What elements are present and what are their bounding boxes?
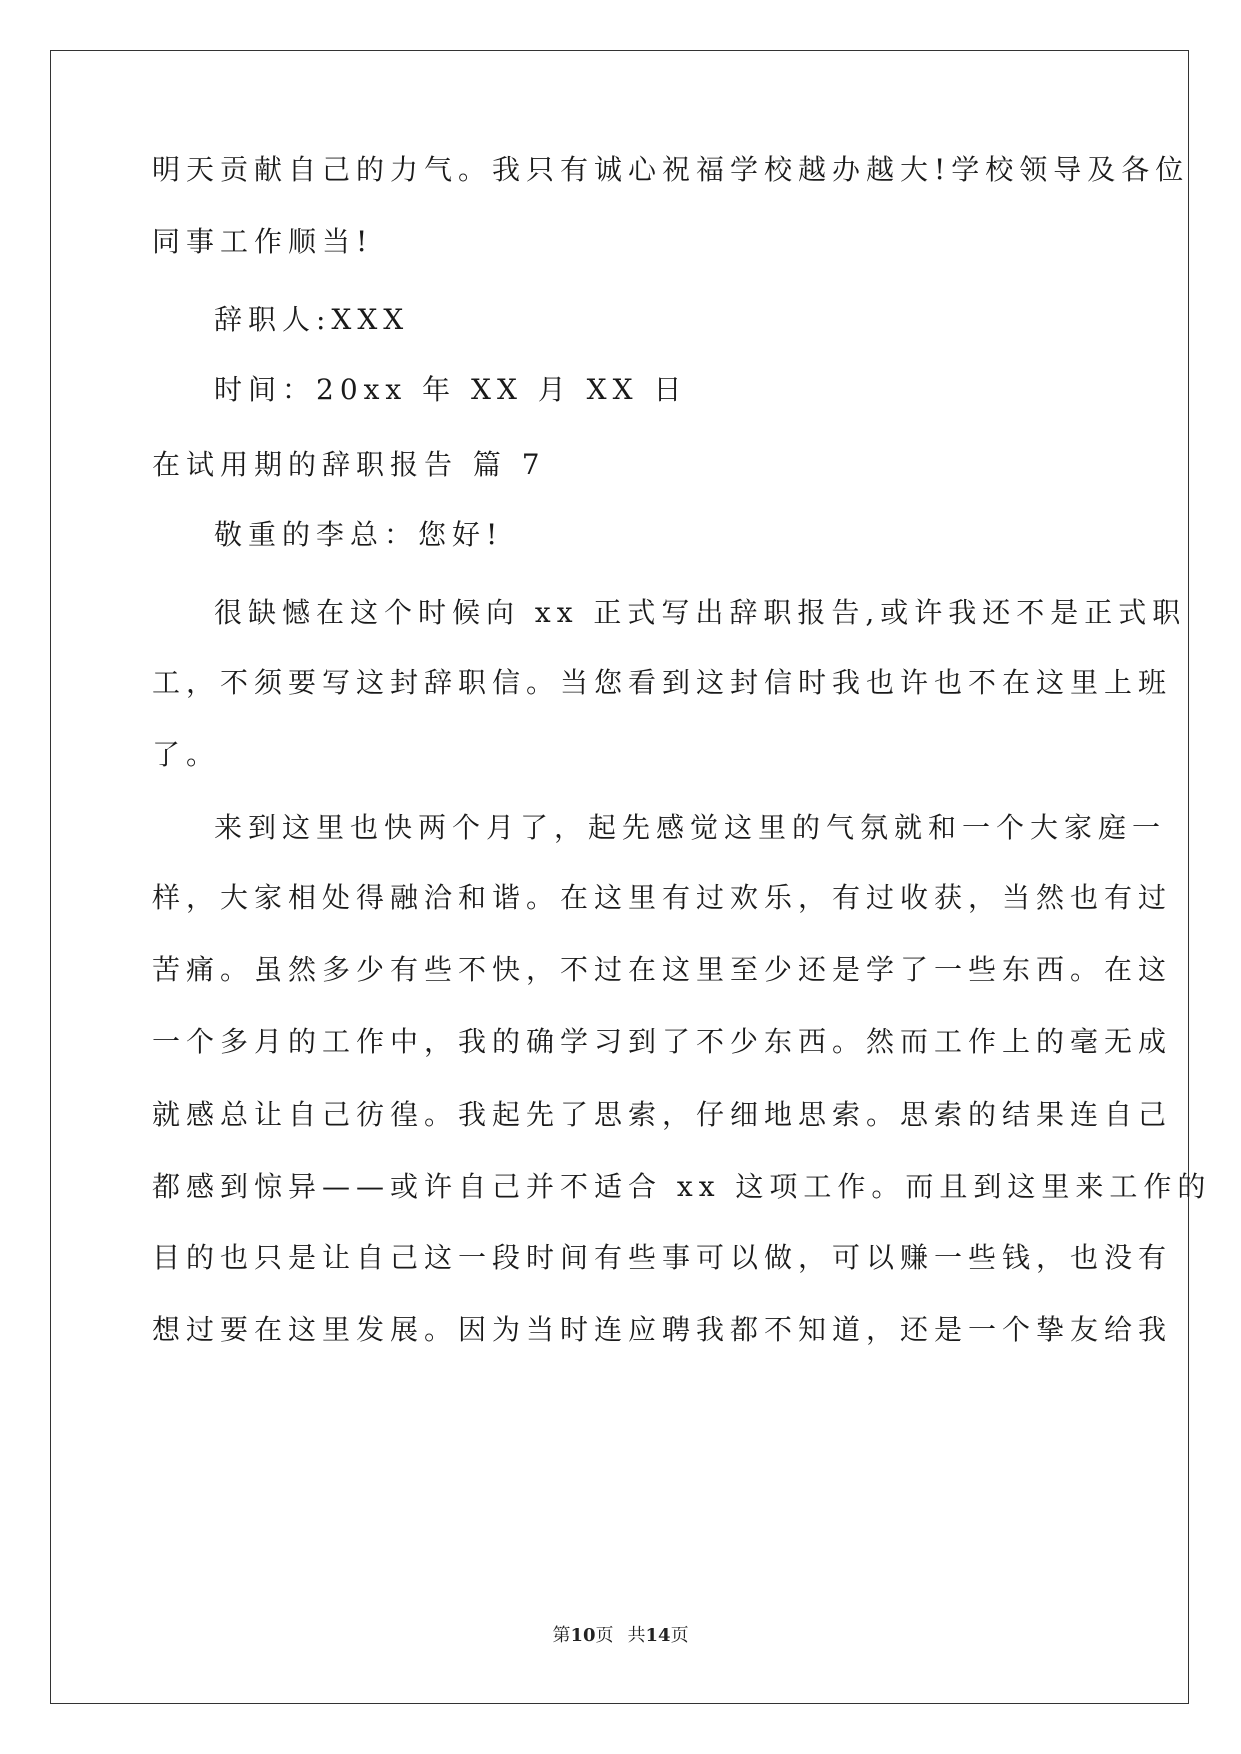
paragraph-line: 都感到惊异——或许自己并不适合 xx 这项工作。而且到这里来工作的 [152, 1170, 1212, 1203]
paragraph-line: 来到这里也快两个月了，起先感觉这里的气氛就和一个大家庭一 [214, 811, 1167, 844]
total-pages: 14 [645, 1625, 671, 1646]
paragraph-line: 明天贡献自己的力气。我只有诚心祝福学校越办越大!学校领导及各位 [152, 153, 1190, 186]
paragraph-line: 想过要在这里发展。因为当时连应聘我都不知道，还是一个挚友给我 [152, 1313, 1173, 1346]
page-prefix: 第 [552, 1625, 571, 1646]
section-heading: 在试用期的辞职报告 篇 7 [152, 448, 546, 481]
paragraph-line: 目的也只是让自己这一段时间有些事可以做，可以赚一些钱，也没有 [152, 1241, 1173, 1274]
paragraph-line: 就感总让自己彷徨。我起先了思索，仔细地思索。思索的结果连自己 [152, 1098, 1173, 1131]
paragraph-line: 样，大家相处得融洽和谐。在这里有过欢乐，有过收获，当然也有过 [152, 881, 1173, 914]
date-line: 时间：20xx 年 XX 月 XX 日 [214, 373, 688, 406]
paragraph-line: 了。 [152, 738, 221, 771]
paragraph-line: 一个多月的工作中，我的确学习到了不少东西。然而工作上的毫无成 [152, 1025, 1173, 1058]
paragraph-line: 苦痛。虽然多少有些不快，不过在这里至少还是学了一些东西。在这 [152, 953, 1173, 986]
page-number: 10 [570, 1625, 596, 1646]
total-prefix: 共 [627, 1625, 646, 1646]
page-suffix: 页 [595, 1625, 614, 1646]
page-footer [0, 1624, 1241, 1648]
total-suffix: 页 [670, 1625, 689, 1646]
page-border [50, 50, 1189, 1704]
salutation: 敬重的李总：您好! [214, 518, 504, 551]
paragraph-line: 同事工作顺当! [152, 225, 374, 258]
paragraph-line: 很缺憾在这个时候向 xx 正式写出辞职报告,或许我还不是正式职 [214, 596, 1187, 629]
signature-line: 辞职人:XXX [214, 303, 410, 336]
paragraph-line: 工，不须要写这封辞职信。当您看到这封信时我也许也不在这里上班 [152, 666, 1173, 699]
